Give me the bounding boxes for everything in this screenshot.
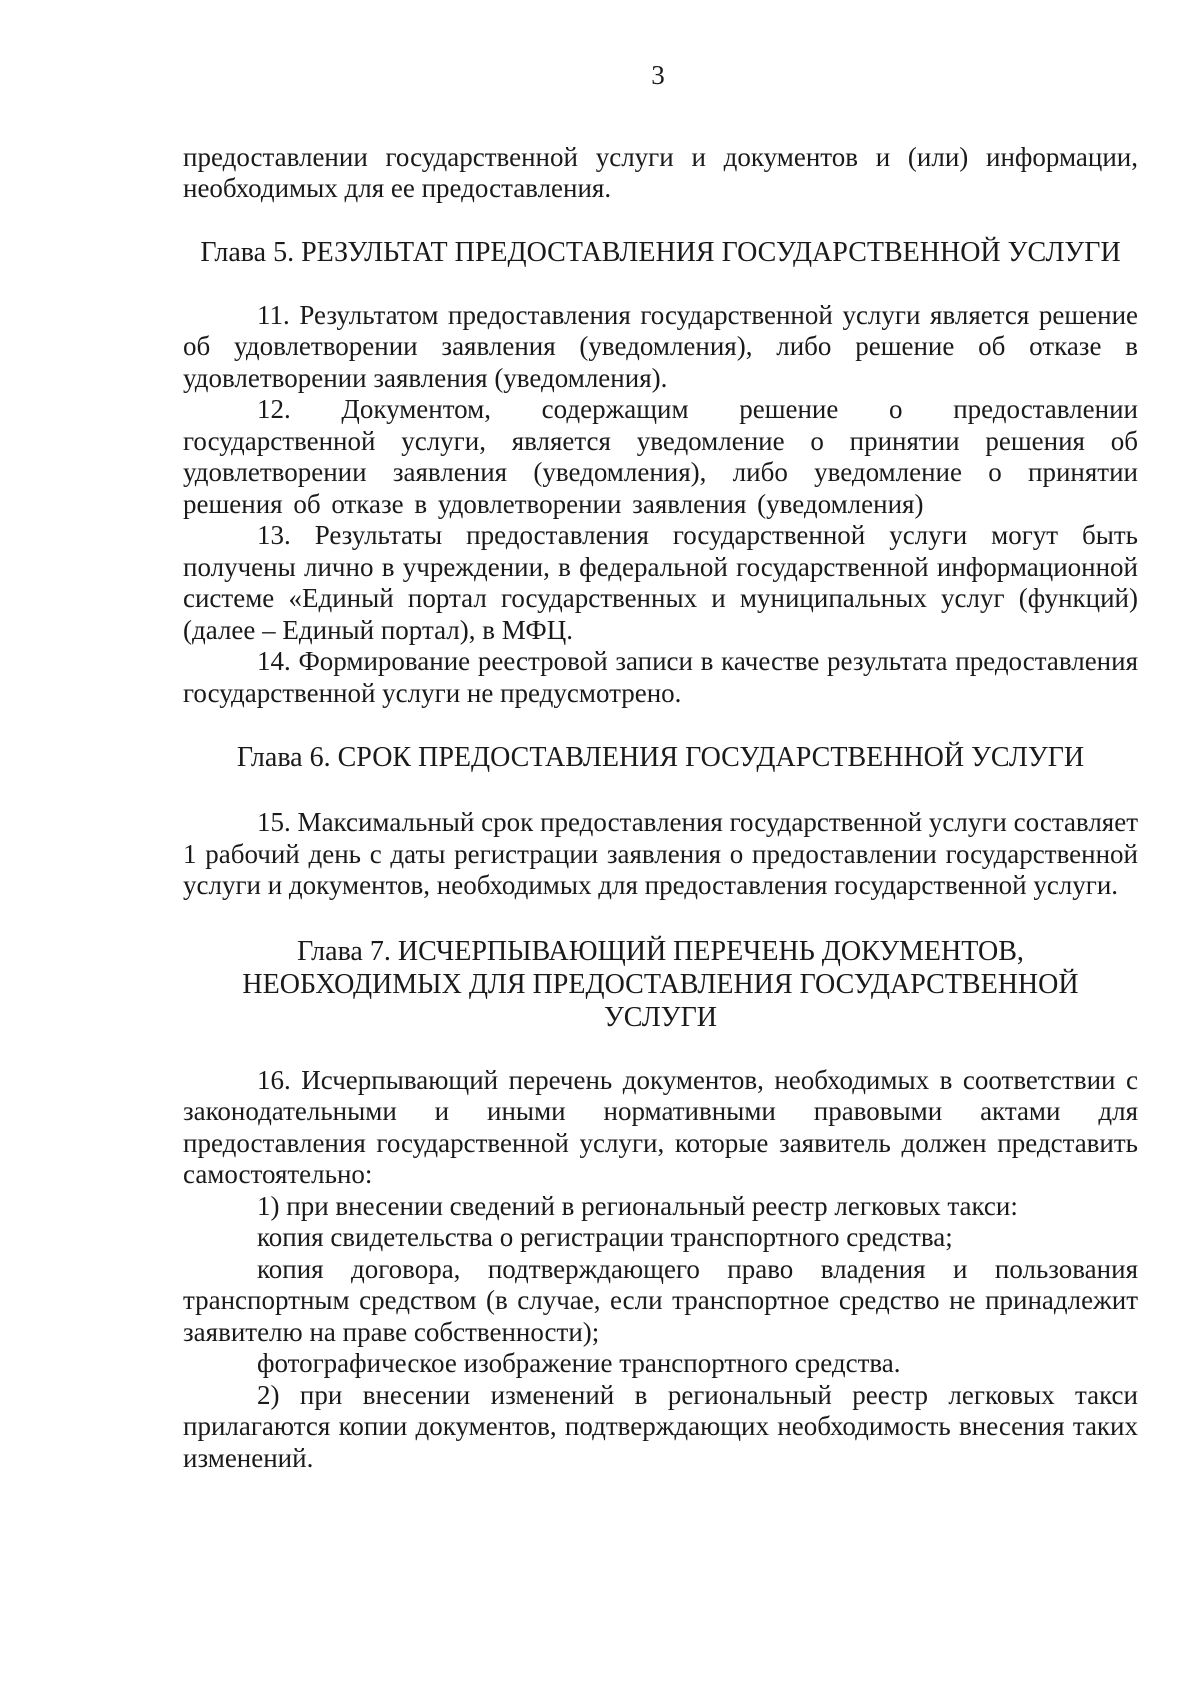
paragraph-11: 11. Результатом предоставления государственной услуги является решение об удовлетворении заявления (уведомления), либо решение об отказе в удовлетворении заявления (уведомления).: [183, 299, 1138, 393]
chapter-5-heading: Глава 5. РЕЗУЛЬТАТ ПРЕДОСТАВЛЕНИЯ ГОСУДАРСТВЕННОЙ УСЛУГИ: [200, 236, 1121, 268]
list-item-2: 2) при внесении изменений в региональный реестр легковых такси прилагаются копии документов, подтверждающих необходимость внесения таких изменений.: [183, 1379, 1138, 1473]
paragraph-16: 16. Исчерпывающий перечень документов, необходимых в соответствии с законодательными и иными нормативными правовыми актами для предоставления государственной услуги, которые заявитель должен представить самостоятельно:: [183, 1064, 1138, 1189]
paragraph-15: 15. Максимальный срок предоставления государственной услуги составляет 1 рабочий день с даты регистрации заявления о предоставлении государственной услуги и документов, необходимых для предоставления государственной услуги.: [183, 807, 1138, 900]
paragraph-12: 12. Документом, содержащим решение о предоставлении государственной услуги, является уведомление о принятии решения об удовлетворении заявления (уведомления), либо уведомление о принятии решения об отказе в удовлетворении заявления (уведомления): [183, 394, 1138, 519]
chapter-7-heading-line-2: НЕОБХОДИМЫХ ДЛЯ ПРЕДОСТАВЛЕНИЯ ГОСУДАРСТВЕННОЙ: [242, 968, 1079, 1000]
chapter-7-heading-line-3: УСЛУГИ: [603, 1001, 718, 1033]
list-item-1: 1) при внесении сведений в региональный реестр легковых такси:: [257, 1190, 1018, 1221]
list-item-1-doc-1: копия свидетельства о регистрации транспортного средства;: [257, 1222, 953, 1252]
list-item-1-doc-3: фотографическое изображение транспортного средства.: [257, 1348, 901, 1378]
paragraph-13: 13. Результаты предоставления государственной услуги могут быть получены лично в учреждении, в федеральной государственной информационной системе «Единый портал государственных и муниципальных услуг (функций) (далее – Единый портал), в МФЦ.: [183, 520, 1138, 645]
chapter-7-heading: [183, 935, 1138, 1034]
paragraph-14: 14. Формирование реестровой записи в качестве результата предоставления государственной услуги не предусмотрено.: [183, 646, 1138, 708]
page-number: 3: [651, 60, 665, 90]
chapter-6-heading: Глава 6. СРОК ПРЕДОСТАВЛЕНИЯ ГОСУДАРСТВЕННОЙ УСЛУГИ: [236, 742, 1085, 773]
intro-paragraph: предоставлении государственной услуги и документов и (или) информации, необходимых для ее предоставления.: [183, 141, 1138, 203]
document-page: [183, 60, 1138, 1474]
list-item-1-doc-2: копия договора, подтверждающего право владения и пользования транспортным средством (в случае, если транспортное средство не принадлежит заявителю на праве собственности);: [183, 1253, 1138, 1347]
chapter-7-heading-line-1: Глава 7. ИСЧЕРПЫВАЮЩИЙ ПЕРЕЧЕНЬ ДОКУМЕНТОВ,: [297, 935, 1024, 967]
